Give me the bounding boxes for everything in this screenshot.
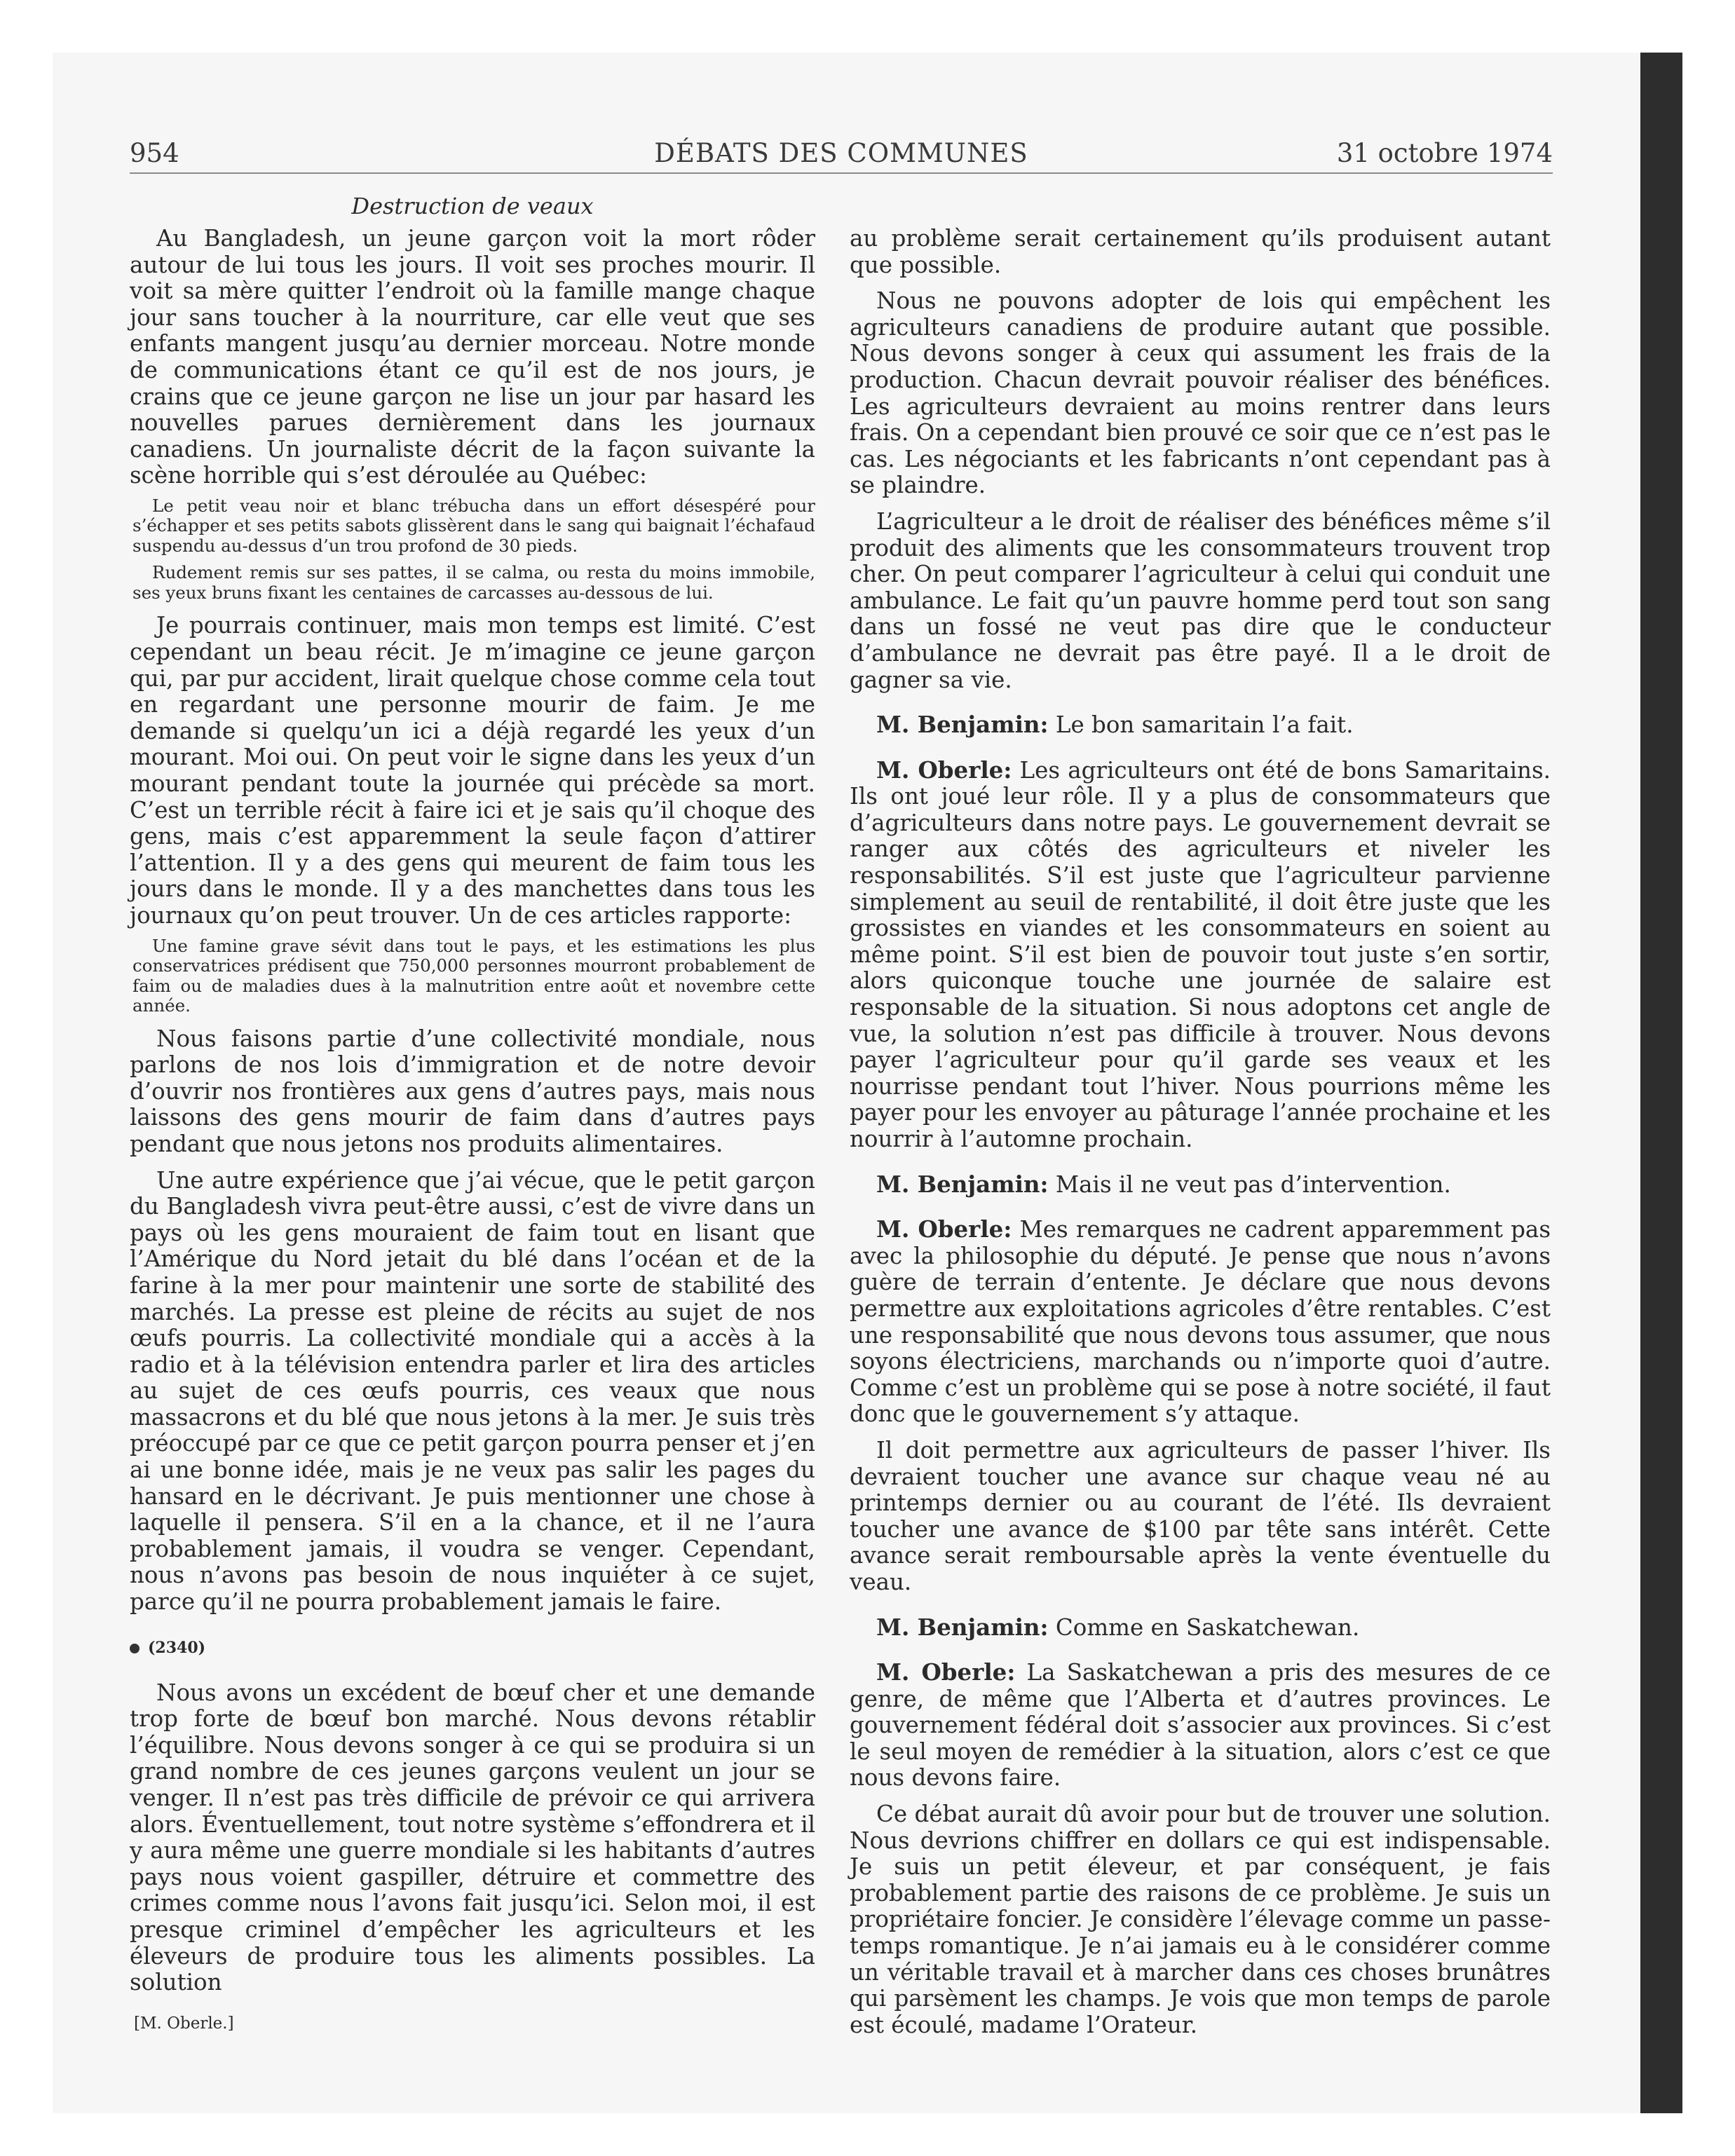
publication-title: DÉBATS DES COMMUNES — [654, 138, 1028, 168]
paragraph: L’agriculteur a le droit de réaliser des bénéfices même s’il produit des aliments que les consommateurs trouvent trop cher. On peut comparer l’agriculteur à celui qui conduit une ambulance. Le fait qu’un pauvre homme perd tout son sang dans un fossé ne veut pas dire que le conducteur d’ambulance ne devrait pas être payé. Il a le droit de gagner sa vie. — [850, 507, 1551, 693]
speech-text: Le bon samaritain l’a fait. — [1048, 711, 1354, 739]
speech-text: La Saskatchewan a pris des mesures de ce genre, de même que l’Alberta et d’autres provinces. Le gouvernement fédéral doit s’associer aux provinces. Si c’est le seul moyen de remédier à la situation, alors c’est ce que nous devons faire. — [850, 1659, 1551, 1792]
speech — [850, 757, 1551, 1153]
paragraph: au problème serait certainement qu’ils produisent autant que possible. — [850, 225, 1551, 278]
page-date: 31 octobre 1974 — [1336, 138, 1553, 168]
page-number: 954 — [130, 138, 179, 168]
speaker-name: M. Oberle: — [876, 1658, 1016, 1686]
left-column — [130, 191, 815, 2035]
page-header — [130, 137, 1553, 174]
paragraph: Je pourrais continuer, mais mon temps est limité. C’est cependant un beau récit. Je m’imagine ce jeune garçon qui, par pur accident, lirait quelque chose comme cela tout en regardant une personne mourir de faim. Je me demande si quelqu’un ici a déjà regardé les yeux d’un mourant. Moi oui. On peut voir le signe dans les yeux d’un mourant pendant toute la journée qui précède sa mort. C’est un terrible récit à faire ici et je sais qu’il choque des gens, mais c’est apparemment la seule façon d’attirer l’attention. Il y a des gens qui meurent de faim tous les jours dans le monde. Il y a des manchettes dans tous les journaux qu’on peut trouver. Un de ces articles rapporte: — [130, 612, 815, 929]
speech-text: Comme en Saskatchewan. — [1048, 1613, 1360, 1641]
right-column — [850, 226, 1551, 2038]
speech — [850, 711, 1551, 739]
paragraph: Nous faisons partie d’une collectivité mondiale, nous parlons de nos lois d’immigration et de notre devoir d’ouvrir nos frontières aux gens d’autres pays, mais nous laissons des gens mourir de faim dans d’autres pays pendant que nous jetons nos produits alimentaires. — [130, 1025, 815, 1157]
paragraph: Nous ne pouvons adopter de lois qui empêchent les agriculteurs canadiens de produire autant que possible. Nous devons songer à ceux qui assument les frais de la production. Chacun devrait pouvoir réaliser des bénéfices. Les agriculteurs devraient au moins rentrer dans leurs frais. On a cependant bien prouvé ce soir que ce n’est pas le cas. Les négociants et les fabricants n’ont cependant pas à se plaindre. — [850, 287, 1551, 499]
paragraph: Il doit permettre aux agriculteurs de passer l’hiver. Ils devraient toucher une avance sur chaque veau né au printemps dernier ou au courant de l’été. Ils devraient toucher une avance de $100 par tête sans intérêt. Cette avance serait remboursable après la vente éventuelle du veau. — [850, 1436, 1551, 1595]
time-marker-text: (2340) — [148, 1638, 206, 1657]
paragraph: Une autre expérience que j’ai vécue, que le petit garçon du Bangladesh vivra peut-être aussi, c’est de vivre dans un pays où les gens mouraient de faim tout en lisant que l’Amérique du Nord jetait du blé dans l’océan et de la farine à la mer pour maintenir une sorte de stabilité des marchés. La presse est pleine de récits au sujet de nos œufs pourris. La collectivité mondiale qui a accès à la radio et à la télévision entendra parler et lira des articles au sujet de ces œufs pourris, ces veaux que nous massacrons et du blé que nous jetons à la mer. Je suis très préoccupé par ce que ce petit garçon pourra penser et j’en ai une bonne idée, mais je ne veux pas salir les pages du hansard en le décrivant. Je puis mentionner une chose à laquelle il pensera. S’il en a la chance, et il ne l’aura probablement jamais, il voudra se venger. Cependant, nous n’avons pas besoin de nous inquiéter à ce sujet, parce qu’il ne pourra probablement jamais le faire. — [130, 1166, 815, 1616]
speech-text: Mes remarques ne cadrent apparemment pas avec la philosophie du député. Je pense que nous n’avons guère de terrain d’entente. Je déclare que nous devons permettre aux exploitations agricoles d’être rentables. C’est une responsabilité que nous devons tous assumer, que nous soyons électriciens, marchands ou n’importe quoi d’autre. Comme c’est un problème qui se pose à notre société, il faut donc que le gouvernement s’y attaque. — [850, 1216, 1551, 1428]
speaker-name: M. Benjamin: — [876, 711, 1049, 739]
speech — [850, 1659, 1551, 1792]
speaker-name: M. Benjamin: — [876, 1613, 1049, 1641]
paragraph: Nous avons un excédent de bœuf cher et une demande trop forte de bœuf bon marché. Nous devons rétablir l’équilibre. Nous devons songer à ce qui se produira si un grand nombre de ces jeunes garçons veulent un jour se venger. Il n’est pas très difficile de prévoir ce qui arrivera alors. Éventuellement, tout notre système s’effondrera et il y aura même une guerre mondiale si les habitants d’autres pays nous voient gaspiller, détruire et commettre des crimes comme nous l’avons fait jusqu’ici. Selon moi, il est presque criminel d’empêcher les agriculteurs et les éleveurs de produire tous les aliments possibles. La solution — [130, 1679, 815, 1996]
section-subhead: Destruction de veaux — [351, 193, 594, 219]
speaker-attribution: [M. Oberle.] — [134, 2014, 234, 2033]
speech — [850, 1614, 1551, 1642]
speech — [850, 1171, 1551, 1199]
block-quote: Une famine grave sévit dans tout le pays, et les estimations les plus conservatrices prédisent que 750,000 personnes mourront probablement de faim ou de maladies dues à la malnutrition entre août et novembre cette année. — [132, 935, 815, 1016]
time-marker — [130, 1634, 815, 1662]
block-quote: Le petit veau noir et blanc trébucha dans un effort désespéré pour s’échapper et ses petits sabots glissèrent dans le sang qui baignait l’échafaud suspendu au-dessus d’un trou profond de 30 pieds. — [132, 495, 815, 556]
bullet-dot-icon — [130, 1644, 140, 1653]
paragraph: Ce débat aurait dû avoir pour but de trouver une solution. Nous devrions chiffrer en dollars ce qui est indispensable. Je suis un petit éleveur, et par conséquent, je fais probablement partie des raisons de ce problème. Je suis un propriétaire foncier. Je considère l’élevage comme un passe-temps romantique. Je n’ai jamais eu à le considérer comme un véritable travail et à marcher dans ces choses brunâtres qui parsèment les champs. Je vois que mon temps de parole est écoulé, madame l’Orateur. — [850, 1801, 1551, 2038]
paragraph: Au Bangladesh, un jeune garçon voit la mort rôder autour de lui tous les jours. Il voit ses proches mourir. Il voit sa mère quitter l’endroit où la famille mange chaque jour sans toucher à la nourriture, car elle veut que ses enfants mangent jusqu’au dernier morceau. Notre monde de communications étant ce qu’il est de nos jours, je crains que ce jeune garçon ne lise un jour par hasard les nouvelles parues dernièrement dans les journaux canadiens. Un journaliste décrit de la façon suivante la scène horrible qui s’est déroulée au Québec: — [130, 225, 815, 489]
speech — [850, 1216, 1551, 1428]
scan-binding-edge — [1640, 53, 1682, 2113]
block-quote: Rudement remis sur ses pattes, il se calma, ou resta du moins immobile, ses yeux bruns fixant les centaines de carcasses au-dessous de lui. — [132, 562, 815, 603]
speaker-name: M. Oberle: — [876, 756, 1012, 784]
speech-text: Les agriculteurs ont été de bons Samaritains. Ils ont joué leur rôle. Il y a plus de consommateurs que d’agriculteurs dans notre pays. Le gouvernement devrait se ranger aux côtés des agriculteurs et niveler les responsabilités. S’il est juste que l’agriculteur parvienne simplement au seuil de rentabilité, il doit être juste que les grossistes en viandes et les consommateurs en soient au même point. S’il est bien de pouvoir tout juste s’en sortir, alors quiconque touche une journée de salaire est responsable de la situation. Si nous adoptons cet angle de vue, la solution n’est pas difficile à trouver. Nous devons payer l’agriculteur pour qu’il garde ses veaux et les nourrisse pendant tout l’hiver. Nous pourrions même les payer pour les envoyer au pâturage l’année prochaine et les nourrir à l’automne prochain. — [850, 756, 1551, 1152]
speaker-name: M. Oberle: — [876, 1215, 1012, 1243]
speech-text: Mais il ne veut pas d’intervention. — [1048, 1171, 1451, 1198]
speaker-name: M. Benjamin: — [876, 1170, 1049, 1198]
